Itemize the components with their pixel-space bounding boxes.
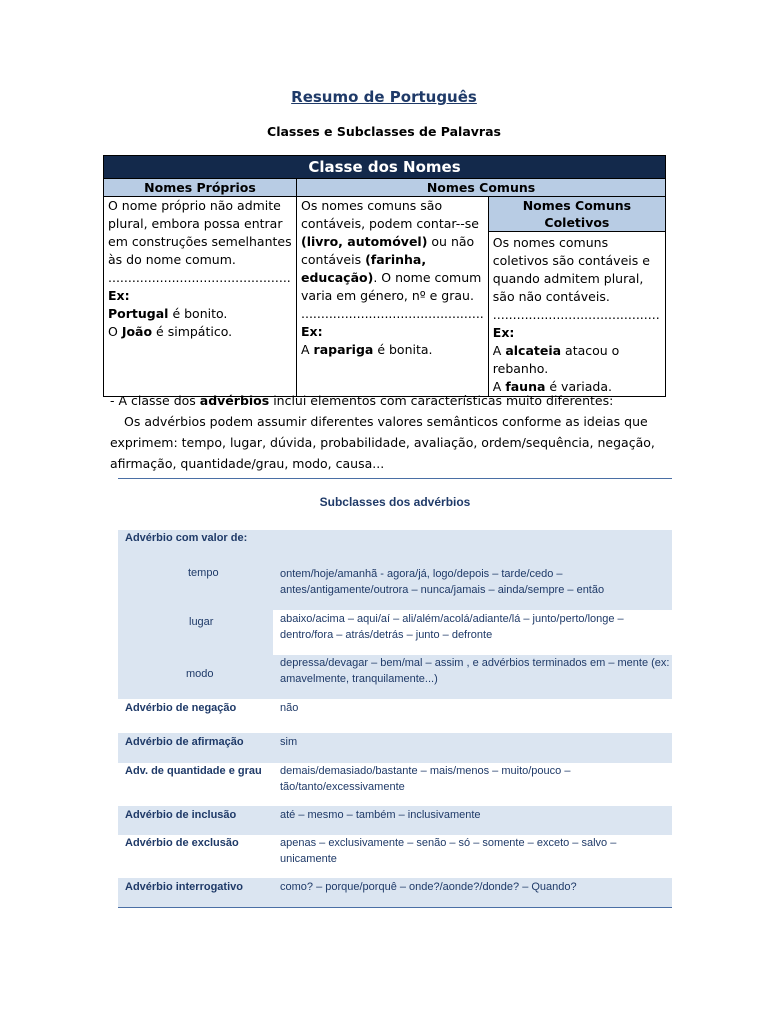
- cell-proprios: [104, 197, 297, 397]
- coletivos-example-2: A fauna é variada.: [492, 379, 612, 394]
- nomes-table: [103, 155, 666, 397]
- adverbios-table: [118, 478, 672, 908]
- adverbios-table-title: Subclasses dos advérbios: [319, 495, 471, 509]
- cell-coletivos: [488, 232, 665, 397]
- page-title: Resumo de Português: [291, 88, 477, 106]
- nomes-table-header: Classe dos Nomes: [104, 156, 666, 179]
- proprios-text: O nome próprio não admite plural, embora possa entrar em construções semelhantes às do nome comum.: [108, 198, 292, 267]
- proprios-example-2: O João é simpático.: [108, 324, 233, 339]
- proprios-example-1: Portugal é bonito.: [108, 306, 228, 321]
- page-subtitle: Classes e Subclasses de Palavras: [267, 124, 501, 139]
- label-valor-de: Advérbio com valor de:: [125, 532, 248, 544]
- proprios-dots: ..............................................: [108, 270, 291, 285]
- comuns-example: A rapariga é bonita.: [301, 342, 433, 357]
- value-interrogativo: como? – porque/porquê – onde?/aonde?/donde? – Quando?: [280, 881, 577, 893]
- value-inclusao: até – mesmo – também – inclusivamente: [280, 809, 481, 821]
- value-quantidade: demais/demasiado/bastante – mais/menos – muito/pouco – tão/tanto/excessivamente: [280, 765, 571, 793]
- value-modo: depressa/devagar – bem/mal – assim , e advérbios terminados em – mente (ex: amavelmente, tranquilamente...): [280, 657, 670, 685]
- label-exclusao: Advérbio de exclusão: [125, 837, 239, 849]
- col-header-proprios: Nomes Próprios: [104, 179, 297, 197]
- label-interrogativo: Advérbio interrogativo: [125, 881, 243, 893]
- value-tempo: ontem/hoje/amanhã - agora/já, logo/depois – tarde/cedo – antes/antigamente/outrora – nunca/jamais – ainda/sempre – então: [280, 568, 605, 596]
- label-afirmacao: Advérbio de afirmação: [125, 736, 244, 748]
- col-header-comuns: Nomes Comuns: [297, 179, 666, 197]
- label-lugar: lugar: [189, 616, 214, 628]
- cell-comuns-wrapper: [297, 197, 666, 397]
- coletivos-ex-label: Ex:: [492, 325, 515, 340]
- adverbios-description: Os advérbios podem assumir diferentes valores semânticos conforme as ideias que exprimem: tempo, lugar, dúvida, probabilidade, avaliação, ordem/sequência, negação, afirmação, quantidade/grau, modo, causa...: [110, 414, 655, 471]
- comuns-ex-label: Ex:: [301, 324, 323, 339]
- value-lugar: abaixo/acima – aqui/aí – ali/além/acolá/adiante/lá – junto/perto/longe – dentro/fora – atrás/detrás – junto – defronte: [280, 613, 624, 641]
- table-top-rule: [118, 478, 672, 479]
- label-inclusao: Advérbio de inclusão: [125, 809, 237, 821]
- cell-comuns: [297, 197, 488, 396]
- coletivos-example-1: A alcateia atacou o rebanho.: [492, 343, 620, 376]
- label-quantidade: Adv. de quantidade e grau: [125, 765, 262, 777]
- adverbios-intro-line: - A classe dos advérbios inclui elementos com características muito diferentes:: [110, 393, 614, 408]
- comuns-dots: ..............................................: [301, 306, 484, 321]
- coletivos-text: Os nomes comuns coletivos são contáveis e quando admitem plural, são não contáveis.: [492, 235, 650, 304]
- comuns-text: Os nomes comuns são contáveis, podem contar--se (livro, automóvel) ou não contáveis (farinha, educação). O nome comum varia em género, nº e grau.: [301, 198, 482, 303]
- value-afirmacao: sim: [280, 736, 298, 748]
- label-modo: modo: [186, 668, 214, 680]
- value-negacao: não: [280, 702, 299, 714]
- coletivos-dots: ..........................................: [492, 307, 660, 322]
- value-exclusao: apenas – exclusivamente – senão – só – somente – exceto – salvo – unicamente: [280, 837, 617, 865]
- label-negacao: Advérbio de negação: [125, 702, 237, 714]
- col-header-coletivos: Nomes Comuns Coletivos: [488, 197, 665, 232]
- table-bottom-rule: [118, 907, 672, 908]
- label-tempo: tempo: [188, 567, 219, 579]
- proprios-ex-label: Ex:: [108, 288, 130, 303]
